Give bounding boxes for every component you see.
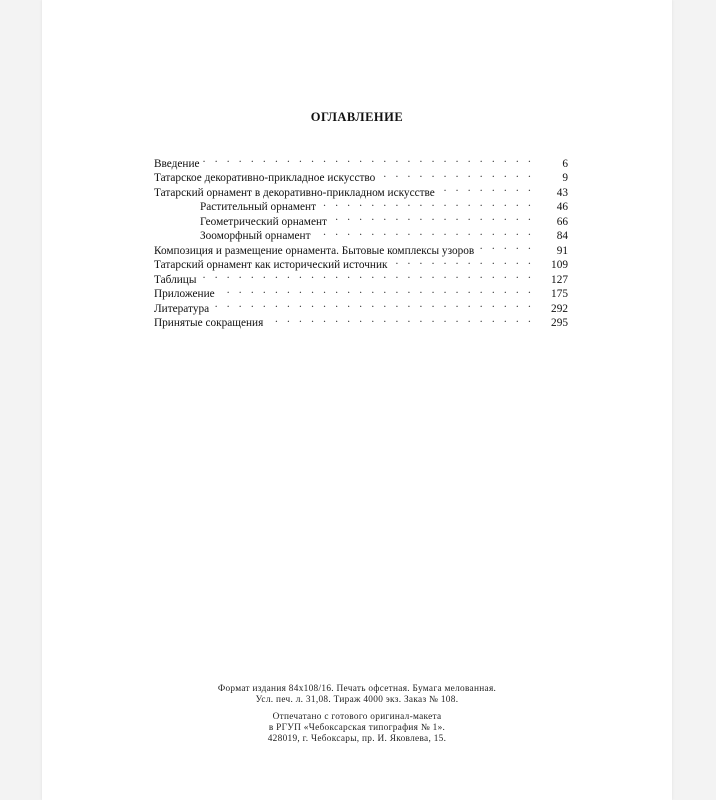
toc-entry-page: 46 xyxy=(556,201,568,213)
toc-entry-page: 292 xyxy=(551,302,568,315)
toc-leader-dots xyxy=(438,181,534,196)
imprint-address-line: 428019, г. Чебоксары, пр. И. Яковлева, 15. xyxy=(267,734,447,744)
toc-entry-label: Принятые сокращения xyxy=(154,317,264,329)
toc-entry-label: Литература xyxy=(154,302,210,315)
toc-leader-dots xyxy=(203,152,534,167)
toc-entry-page: 109 xyxy=(551,259,568,271)
toc-leader-dots xyxy=(314,225,534,240)
publication-imprint xyxy=(42,684,672,745)
toc-entry-page: 84 xyxy=(556,230,568,242)
toc-entry-page: 9 xyxy=(562,172,568,184)
toc-leader-dots xyxy=(378,167,534,182)
toc-entry-label: Геометрический орнамент xyxy=(200,215,327,228)
toc-entry-page: 43 xyxy=(556,186,568,199)
toc-entry-page: 6 xyxy=(562,157,568,170)
toc-entry-label: Татарский орнамент как исторический источник xyxy=(154,259,388,271)
toc-entry-label: Введение xyxy=(154,157,200,170)
toc-leader-dots xyxy=(330,210,534,225)
toc-entry-label: Приложение xyxy=(154,288,215,300)
toc-entry-page: 91 xyxy=(556,244,568,257)
toc-entry xyxy=(154,312,568,327)
imprint-print-run-line: Усл. печ. л. 31,08. Тираж 4000 экз. Заказ № 108. xyxy=(255,695,459,705)
imprint-printer-line: в РГУП «Чебоксарская типография № 1». xyxy=(268,723,446,733)
toc-entry xyxy=(154,268,568,286)
toc-entry-label: Татарское декоративно-прикладное искусство xyxy=(154,172,376,184)
toc-entry-label: Татарский орнамент в декоративно-прикладном искусстве xyxy=(154,186,435,199)
imprint-printed-from-line: Отпечатано с готового оригинал-макета xyxy=(272,712,442,722)
table-of-contents xyxy=(154,152,568,329)
toc-entry xyxy=(154,167,568,182)
toc-entry xyxy=(154,283,568,298)
toc-entry-label: Таблицы xyxy=(154,273,197,286)
imprint-format-line: Формат издания 84х108/16. Печать офсетная. Бумага мелованная. xyxy=(217,684,497,694)
toc-leader-dots xyxy=(391,254,534,269)
toc-leader-dots xyxy=(266,312,534,327)
document-page xyxy=(42,0,672,800)
toc-entry-label: Зооморфный орнамент xyxy=(200,230,311,242)
toc-entry-page: 66 xyxy=(556,215,568,228)
toc-entry xyxy=(154,152,568,170)
toc-leader-dots xyxy=(477,239,534,254)
toc-entry-label: Композиция и размещение орнамента. Бытовые комплексы узоров xyxy=(154,244,475,257)
page-title: ОГЛАВЛЕНИЕ xyxy=(310,110,404,124)
toc-leader-dots xyxy=(199,268,534,283)
toc-leader-dots xyxy=(212,297,534,312)
toc-entry-label: Растительный орнамент xyxy=(200,201,317,213)
toc-leader-dots xyxy=(319,196,534,211)
toc-entry xyxy=(154,297,568,315)
toc-leader-dots xyxy=(218,283,534,298)
toc-entry-page: 295 xyxy=(551,317,568,329)
toc-entry-page: 127 xyxy=(551,273,568,286)
toc-entry-page: 175 xyxy=(551,288,568,300)
